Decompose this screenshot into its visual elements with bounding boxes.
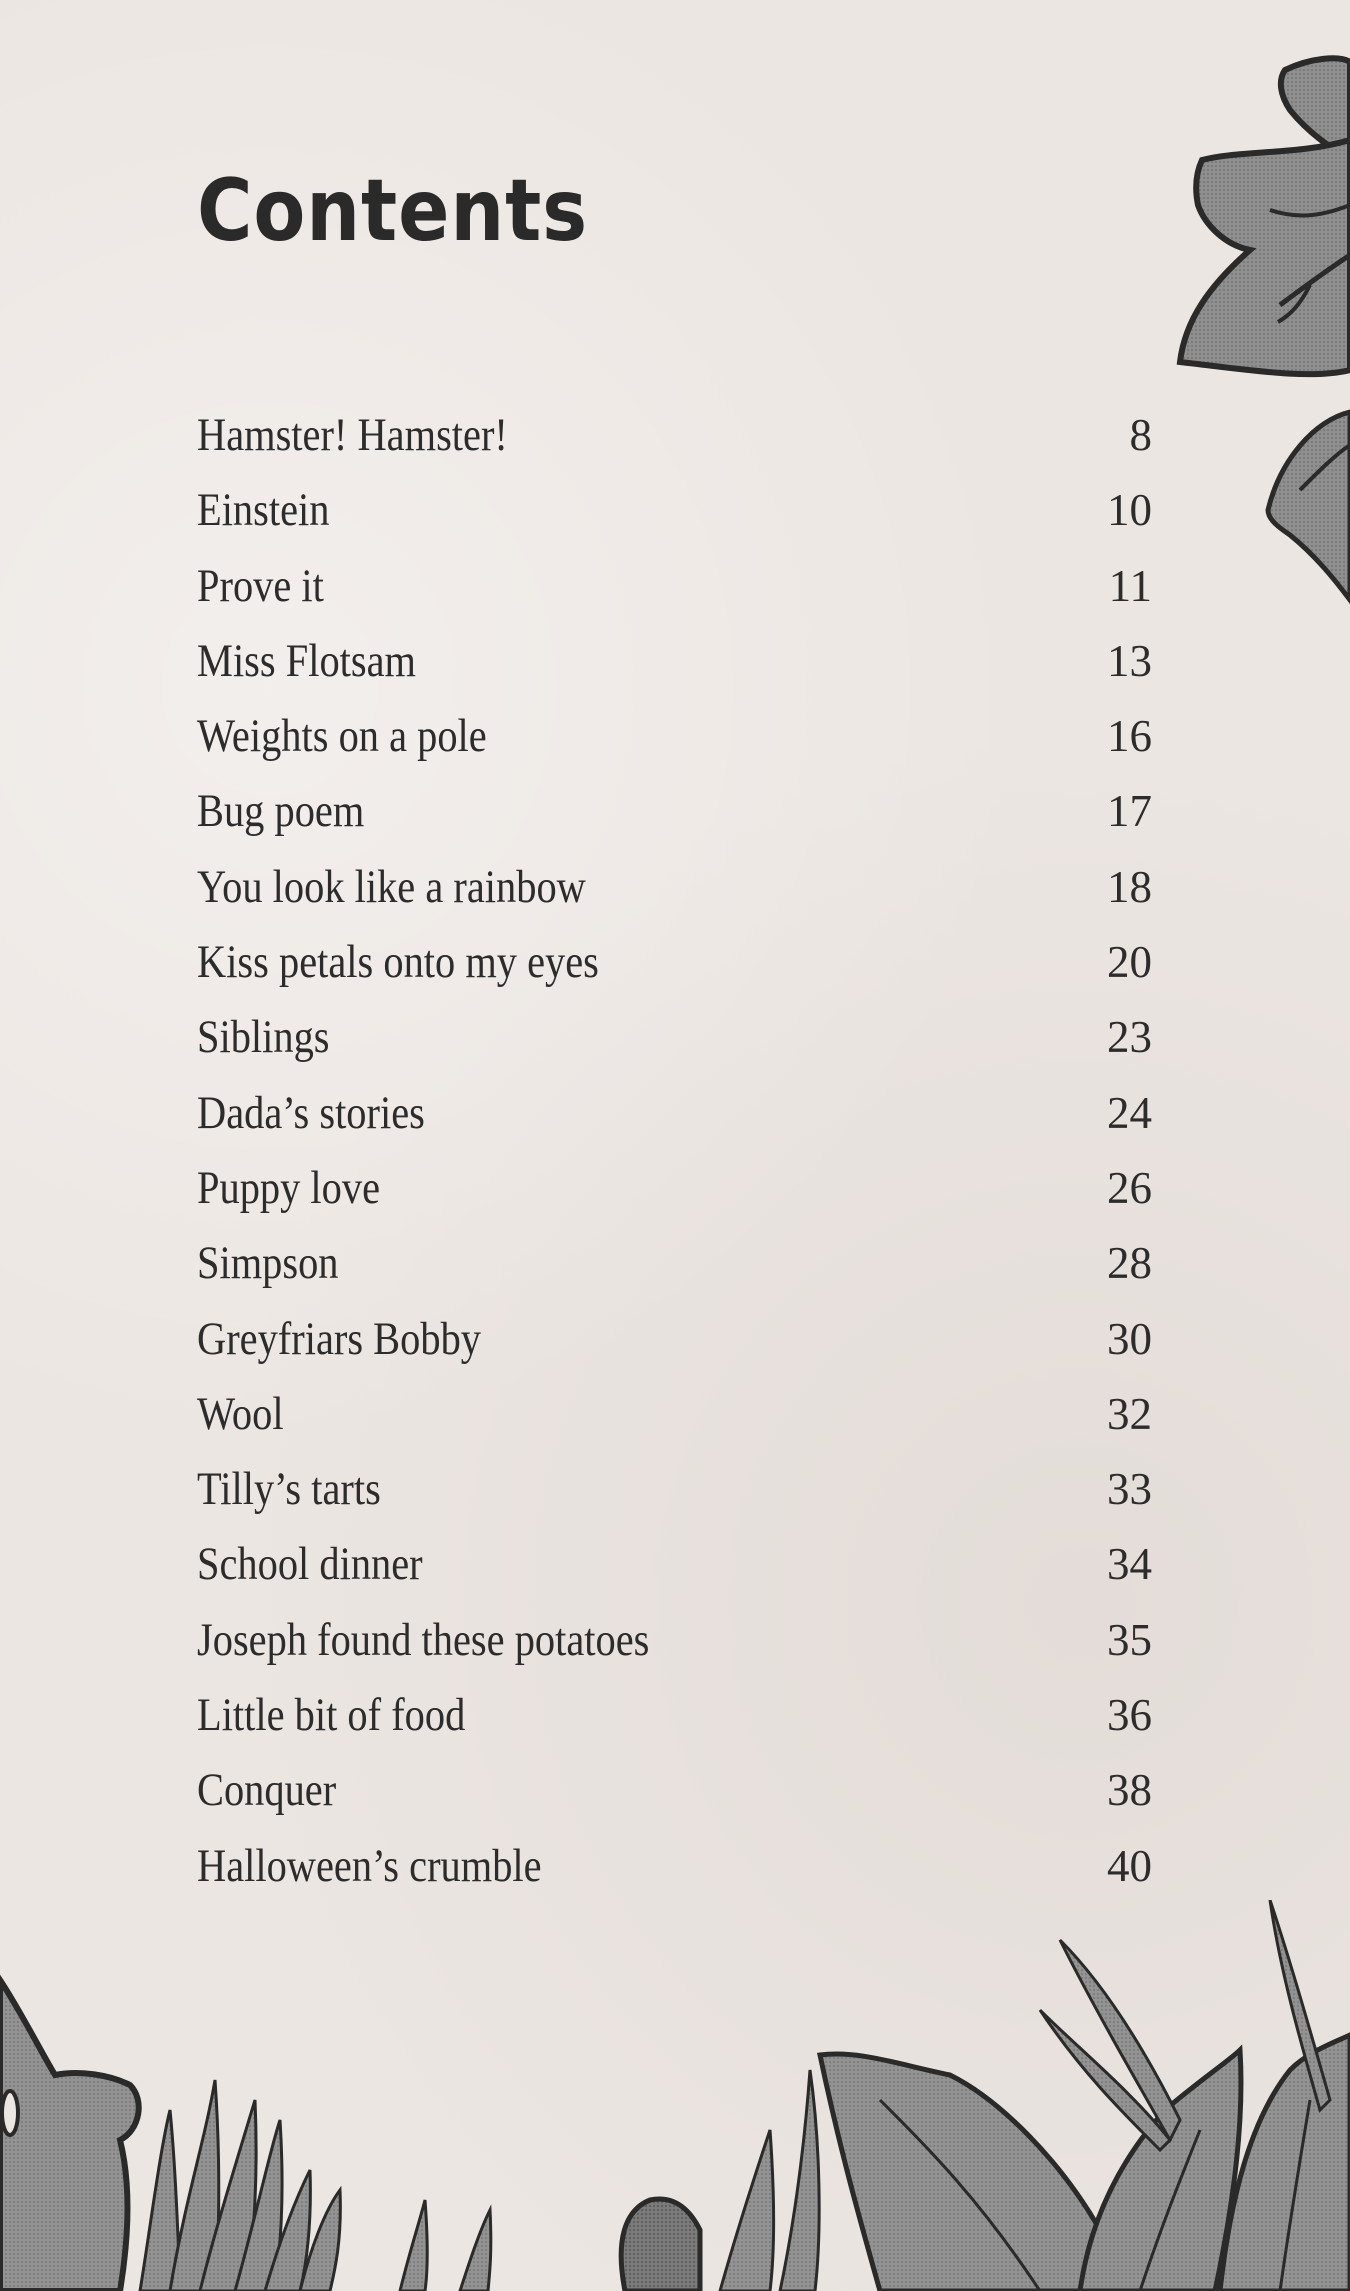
toc-entry[interactable] <box>197 1377 1152 1452</box>
toc-entry[interactable] <box>197 398 1152 473</box>
page-title: Contents <box>197 161 589 261</box>
toc-entry-title: Bug poem <box>197 785 365 838</box>
toc-entry-page: 30 <box>1107 1313 1152 1364</box>
toc-entry-title: School dinner <box>197 1538 423 1591</box>
toc-entry-title: Miss Flotsam <box>197 634 417 687</box>
toc-entry-page: 36 <box>1107 1690 1152 1741</box>
toc-entry-page: 10 <box>1107 485 1152 536</box>
toc-entry-page: 23 <box>1107 1012 1152 1063</box>
toc-entry[interactable] <box>197 1302 1152 1377</box>
toc-entry-title: Weights on a pole <box>197 710 487 763</box>
toc-entry-title: Joseph found these potatoes <box>197 1613 650 1666</box>
toc-entry-title: Hamster! Hamster! <box>197 409 508 461</box>
toc-entry-page: 8 <box>1129 410 1152 460</box>
toc-entry[interactable] <box>197 925 1152 1000</box>
table-of-contents <box>197 398 1152 1904</box>
toc-entry[interactable] <box>197 774 1152 849</box>
toc-entry-page: 33 <box>1107 1464 1152 1515</box>
leaf-cluster-illustration <box>1150 40 1350 620</box>
toc-entry-title: Halloween’s crumble <box>197 1839 542 1892</box>
grass-and-leaves-illustration <box>0 1900 1350 2291</box>
toc-entry[interactable] <box>197 1151 1152 1226</box>
toc-entry-title: Puppy love <box>197 1161 381 1214</box>
toc-entry-page: 16 <box>1107 711 1152 762</box>
toc-entry[interactable] <box>197 473 1152 548</box>
toc-entry-title: Einstein <box>197 484 330 537</box>
toc-entry-title: Dada’s stories <box>197 1086 425 1139</box>
toc-entry-title: Conquer <box>197 1764 337 1817</box>
toc-entry[interactable] <box>197 1829 1152 1904</box>
toc-entry-title: Tilly’s tarts <box>197 1463 381 1516</box>
toc-entry-page: 26 <box>1107 1162 1152 1213</box>
toc-entry[interactable] <box>197 1000 1152 1075</box>
toc-entry-page: 28 <box>1107 1238 1152 1289</box>
toc-entry-page: 18 <box>1107 861 1152 912</box>
toc-entry-page: 20 <box>1107 937 1152 988</box>
toc-entry-page: 17 <box>1107 786 1152 837</box>
toc-entry[interactable] <box>197 1452 1152 1527</box>
toc-entry-page: 11 <box>1108 560 1152 611</box>
toc-entry-page: 34 <box>1107 1539 1152 1590</box>
toc-entry-title: Simpson <box>197 1237 339 1290</box>
toc-entry[interactable] <box>197 1527 1152 1602</box>
toc-entry-page: 35 <box>1107 1614 1152 1665</box>
toc-entry[interactable] <box>197 624 1152 699</box>
toc-entry-page: 40 <box>1107 1840 1152 1891</box>
toc-entry-page: 32 <box>1107 1388 1152 1439</box>
toc-entry-title: Kiss petals onto my eyes <box>197 936 599 989</box>
toc-entry[interactable] <box>197 549 1152 624</box>
toc-entry[interactable] <box>197 699 1152 774</box>
toc-entry[interactable] <box>197 1226 1152 1301</box>
toc-entry-title: You look like a rainbow <box>197 860 586 913</box>
toc-entry-title: Little bit of food <box>197 1689 466 1742</box>
toc-entry-page: 38 <box>1107 1765 1152 1816</box>
toc-entry-title: Siblings <box>197 1011 330 1064</box>
toc-entry-page: 13 <box>1107 635 1152 686</box>
toc-entry[interactable] <box>197 850 1152 925</box>
toc-entry-title: Prove it <box>197 559 324 612</box>
toc-entry[interactable] <box>197 1753 1152 1828</box>
toc-entry-title: Wool <box>197 1387 284 1440</box>
toc-entry[interactable] <box>197 1678 1152 1753</box>
toc-entry-title: Greyfriars Bobby <box>197 1312 481 1365</box>
toc-entry-page: 24 <box>1107 1087 1152 1138</box>
toc-entry[interactable] <box>197 1603 1152 1678</box>
toc-entry[interactable] <box>197 1076 1152 1151</box>
